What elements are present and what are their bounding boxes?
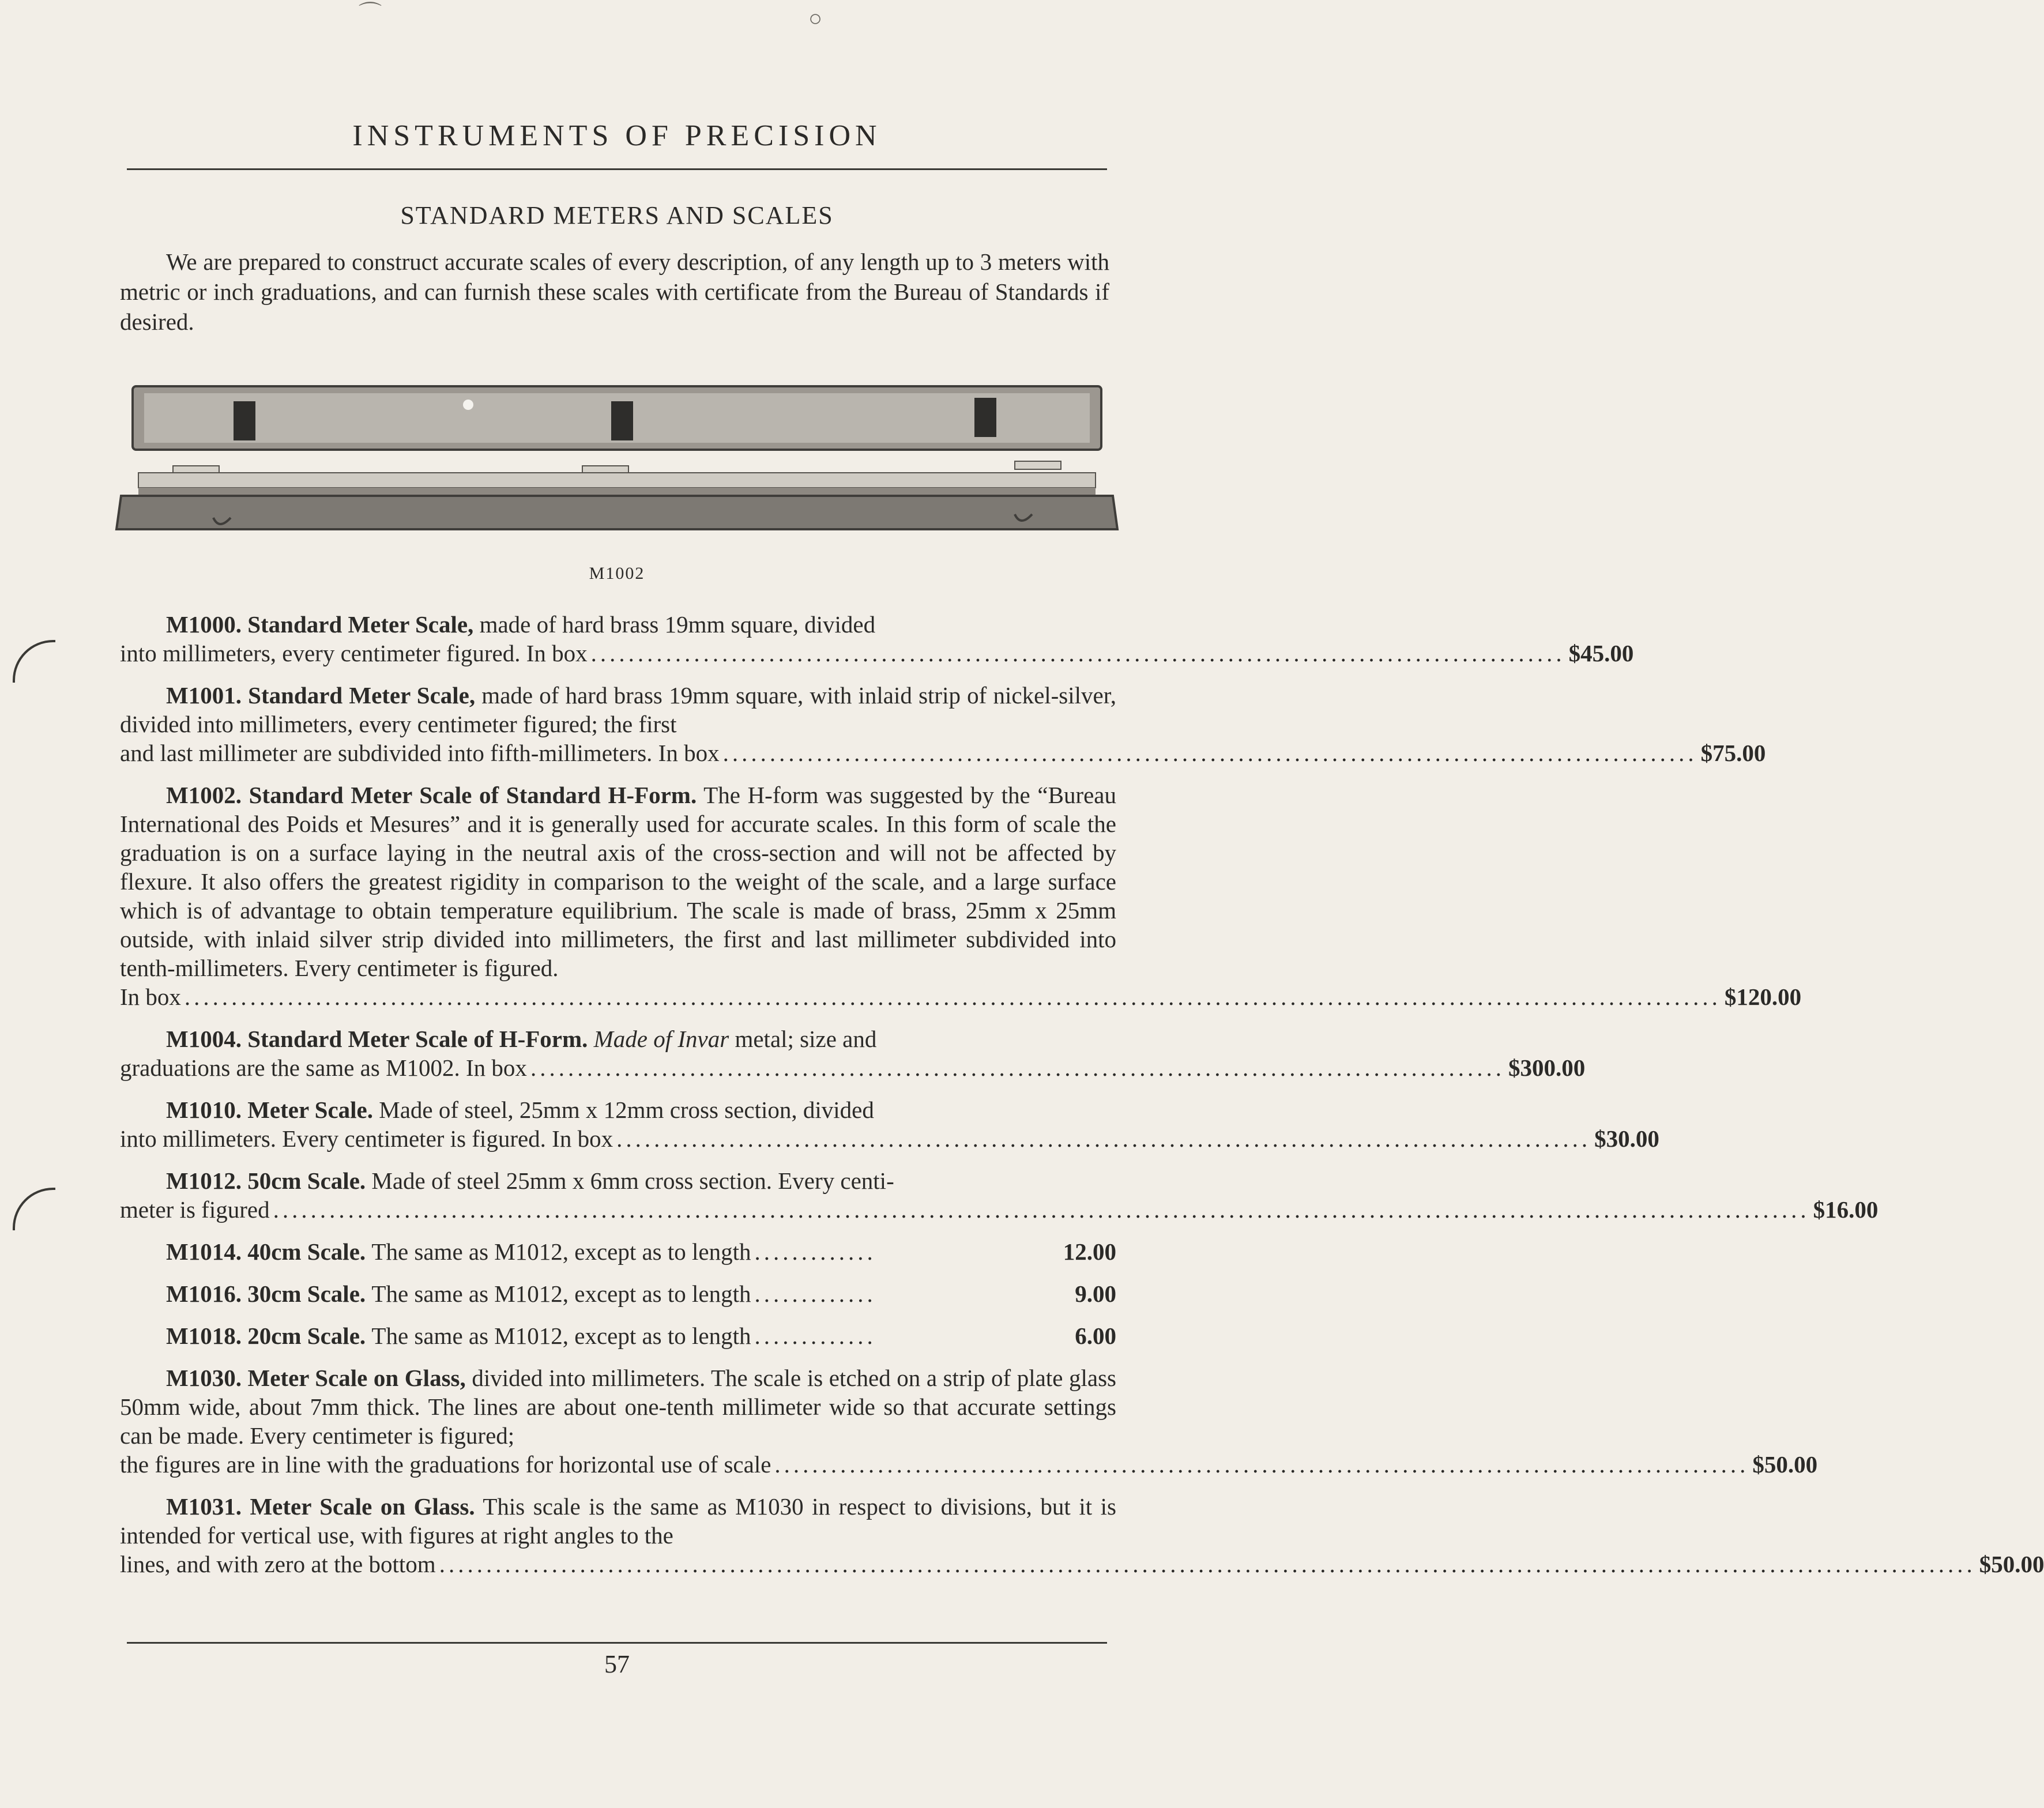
item-price: $120.00 [1724,984,1802,1010]
item-code: M1014. [166,1238,242,1265]
item-description: The H-form was suggested by the “Bureau International des Poids et Mesures” and it is generally used for accurate scales. In this form of scale the graduation is on a surface laying in the neutral axis of the cross-section and will not be affected by flexure. It also offers the greatest rigidity in comparison to the weight of the scale, and a large surface which is of advantage to obtain temperature equilibrium. The scale is made of brass, 25mm x 25mm outside, with inlaid silver strip divided into millimeters, the first and last millimeter subdivided into tenth-millimeters. Every centimeter is figured. [120,782,1116,981]
header-rule [127,168,1107,170]
price-line [120,1053,1586,1082]
item-description-end: into millimeters, every centimeter figured. In box [120,640,588,666]
catalog-entry-m1002 [120,781,1802,1011]
dot-leader: .................................................................................................................................................................... [273,1196,1810,1223]
footer-rule [127,1642,1107,1644]
catalog-entry-m1018 [120,1321,1116,1350]
price-line [120,739,1766,767]
catalog-entry-m1012 [120,1166,1879,1224]
item-price: 12.00 [1063,1238,1116,1265]
price-line [120,1124,1659,1153]
item-price: $50.00 [1979,1551,2044,1577]
item-code: M1030. [166,1365,242,1391]
running-header: INSTRUMENTS OF PRECISION [352,119,882,152]
item-description-end: graduations are the same as M1002. In box [120,1054,527,1081]
intro-paragraph: We are prepared to construct accurate scales of every description, of any length up to 3 meters with metric or inch graduations, and can furnish these scales with certificate from the Bureau of Standards if desired. [120,248,1109,335]
catalog-entry-m1000 [120,610,1634,668]
dot-leader: .................................................................................................................................................................... [184,984,1721,1010]
item-code: M1010. [166,1097,242,1123]
dot-leader: ............. [754,1323,876,1349]
item-price: 9.00 [1075,1280,1116,1307]
catalog-entry-m1004 [120,1024,1586,1082]
catalog-entry-m1031 [120,1492,2044,1579]
item-name: Meter Scale. [247,1097,373,1123]
dot-leader: ............. [754,1280,876,1307]
dot-leader: ........................................................................................................ [530,1054,1505,1081]
item-description-end: The same as M1012, except as to length [371,1238,751,1265]
item-price: 6.00 [1075,1323,1116,1349]
item-price: $300.00 [1508,1054,1586,1081]
item-description: divided into millimeters. The scale is etched on a strip of plate glass 50mm wide, about 7mm thick. The lines are about one-tenth millimeter wide so that accurate settings can be made. Every centimeter is figured; [120,1365,1116,1449]
item-description-end: The same as M1012, except as to length [371,1280,751,1307]
item-description: Made of steel, 25mm x 12mm cross section, divided [379,1097,874,1123]
item-name: Standard Meter Scale, [248,682,476,709]
item-description-end: meter is figured [120,1196,270,1223]
margin-mark-top-right: ○ [808,5,823,31]
item-description-end: and last millimeter are subdivided into fifth-millimeters. In box [120,740,720,766]
dot-leader: ........................................................................................................ [616,1125,1591,1152]
item-price: $16.00 [1813,1196,1879,1223]
dot-leader: ............. [754,1238,876,1265]
item-price: $75.00 [1700,740,1766,766]
item-name: 40cm Scale. [247,1238,366,1265]
item-description: This scale is the same as M1030 in respect to divisions, but it is intended for vertical use, with figures at right angles to the [120,1493,1116,1549]
price-line [120,1195,1879,1224]
item-description-end: The same as M1012, except as to length [371,1323,751,1349]
price-line [120,639,1634,668]
dot-leader: ........................................................................................................ [722,740,1697,766]
catalog-entry-m1016 [120,1279,1116,1308]
page-number: 57 [604,1650,630,1678]
item-description-end: the figures are in line with the graduations for horizontal use of scale [120,1451,771,1478]
item-name: Standard Meter Scale of Standard H-Form. [249,782,697,808]
item-code: M1002. [166,782,242,808]
figure-caption: M1002 [589,564,645,583]
binder-hole-upper [13,640,55,683]
item-name: 50cm Scale. [247,1167,366,1194]
margin-mark-top-left: ⌒ [359,1,382,27]
item-code: M1012. [166,1167,242,1194]
item-name: Meter Scale on Glass, [247,1365,466,1391]
item-name: 30cm Scale. [247,1280,366,1307]
item-description-end: In box [120,984,181,1010]
catalog-list [120,610,2044,1592]
dot-leader: ........................................................................................................ [590,640,1565,666]
item-description-end: into millimeters. Every centimeter is figured. In box [120,1125,613,1152]
item-code: M1016. [166,1280,242,1307]
catalog-entry-m1010 [120,1095,1659,1153]
item-description: Made of steel 25mm x 6mm cross section. Every centi- [371,1167,894,1194]
catalog-entry-m1030 [120,1363,1818,1479]
item-description: metal; size and [735,1026,877,1052]
section-title: STANDARD METERS AND SCALES [400,201,834,229]
item-name: 20cm Scale. [247,1323,366,1349]
binder-hole-lower [13,1188,55,1230]
item-description: made of hard brass 19mm square, with inlaid strip of nickel-silver, divided into millimeters, every centimeter figured; the first [120,682,1117,737]
dot-leader: .................................................................................................................................................................... [439,1551,1976,1577]
item-price: $30.00 [1594,1125,1659,1152]
item-code: M1000. [166,611,242,638]
price-line [120,1550,2044,1579]
item-code: M1031. [166,1493,242,1520]
item-name: Standard Meter Scale, [247,611,474,638]
item-code: M1001. [166,682,242,709]
catalog-entry-m1001 [120,681,1766,767]
meter-scale-case-figure [115,381,1119,542]
price-line [120,1450,1818,1479]
item-description-end: lines, and with zero at the bottom [120,1551,436,1577]
item-code: M1018. [166,1323,242,1349]
item-description-italic: Made of Invar [593,1026,729,1052]
item-price: $50.00 [1752,1451,1818,1478]
item-price: $45.00 [1568,640,1634,666]
item-name: Meter Scale on Glass. [250,1493,475,1520]
price-line [120,982,1802,1011]
item-description: made of hard brass 19mm square, divided [479,611,876,638]
item-name: Standard Meter Scale of H-Form. [247,1026,588,1052]
catalog-entry-m1014 [120,1237,1116,1266]
item-code: M1004. [166,1026,242,1052]
dot-leader: ........................................................................................................ [774,1451,1749,1478]
